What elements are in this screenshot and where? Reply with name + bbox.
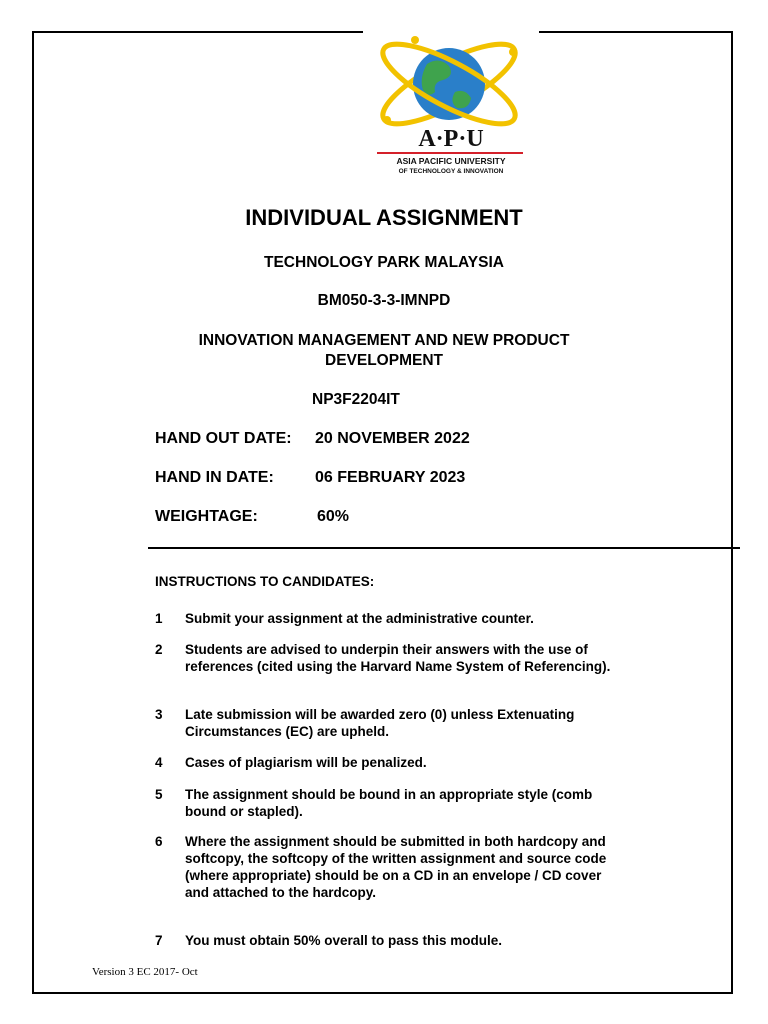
module-code: BM050-3-3-IMNPD (317, 292, 451, 309)
instructions-heading: INSTRUCTIONS TO CANDIDATES: (155, 574, 375, 589)
campus-location: TECHNOLOGY PARK MALAYSIA (264, 254, 504, 271)
page-title: INDIVIDUAL ASSIGNMENT (245, 205, 523, 230)
instruction-text: Students are advised to underpin their answers with the use of references (cited using the Harvard Name System of Referencing). (185, 642, 611, 674)
instruction-item (155, 610, 625, 627)
instruction-item (155, 641, 625, 675)
hand-out-label: HAND OUT DATE: (155, 430, 292, 447)
intake-code: NP3F2204IT (312, 391, 400, 408)
version-footer: Version 3 EC 2017- Oct (92, 966, 198, 978)
instruction-number: 4 (155, 755, 163, 770)
weightage-row (155, 508, 350, 526)
instruction-text: Where the assignment should be submitted in both hardcopy and softcopy, the softcopy of the written assignment and source code (where appropriate) should be on a CD in an envelope / CD cover and attached to the hardcopy. (185, 834, 607, 900)
svg-text:A·P·U: A·P·U (418, 126, 484, 152)
hand-out-value: 20 NOVEMBER 2022 (315, 430, 470, 447)
module-name-line2: DEVELOPMENT (325, 352, 443, 369)
instruction-item (155, 833, 625, 901)
apu-logo (363, 22, 539, 184)
instruction-number: 2 (155, 642, 163, 657)
weightage-value: 60% (317, 508, 350, 525)
hand-in-value: 06 FEBRUARY 2023 (315, 469, 466, 486)
instruction-number: 1 (155, 611, 163, 626)
hand-in-date-row (155, 469, 466, 487)
instruction-item (155, 754, 625, 771)
hand-out-date-row (155, 430, 470, 448)
instruction-item (155, 706, 625, 740)
globe-logo-icon (363, 22, 539, 184)
instruction-text: Late submission will be awarded zero (0) unless Extenuating Circumstances (EC) are upheld. (185, 707, 575, 739)
instruction-number: 7 (155, 933, 163, 948)
instruction-number: 3 (155, 707, 163, 722)
instruction-text: The assignment should be bound in an appropriate style (comb bound or stapled). (185, 787, 593, 819)
instruction-text: You must obtain 50% overall to pass this module. (185, 933, 503, 948)
instruction-text: Submit your assignment at the administrative counter. (185, 611, 534, 626)
instruction-item (155, 786, 625, 820)
instruction-item (155, 932, 625, 949)
module-name-line1: INNOVATION MANAGEMENT AND NEW PRODUCT (198, 332, 570, 349)
section-divider (148, 547, 740, 549)
instruction-number: 6 (155, 834, 163, 849)
instruction-text: Cases of plagiarism will be penalized. (185, 755, 427, 770)
instruction-number: 5 (155, 787, 163, 802)
hand-in-label: HAND IN DATE: (155, 469, 274, 486)
weightage-label: WEIGHTAGE: (155, 508, 258, 525)
svg-text:ASIA PACIFIC UNIVERSITY: ASIA PACIFIC UNIVERSITY (396, 156, 506, 166)
svg-text:OF TECHNOLOGY & INNOVATION: OF TECHNOLOGY & INNOVATION (398, 168, 504, 175)
